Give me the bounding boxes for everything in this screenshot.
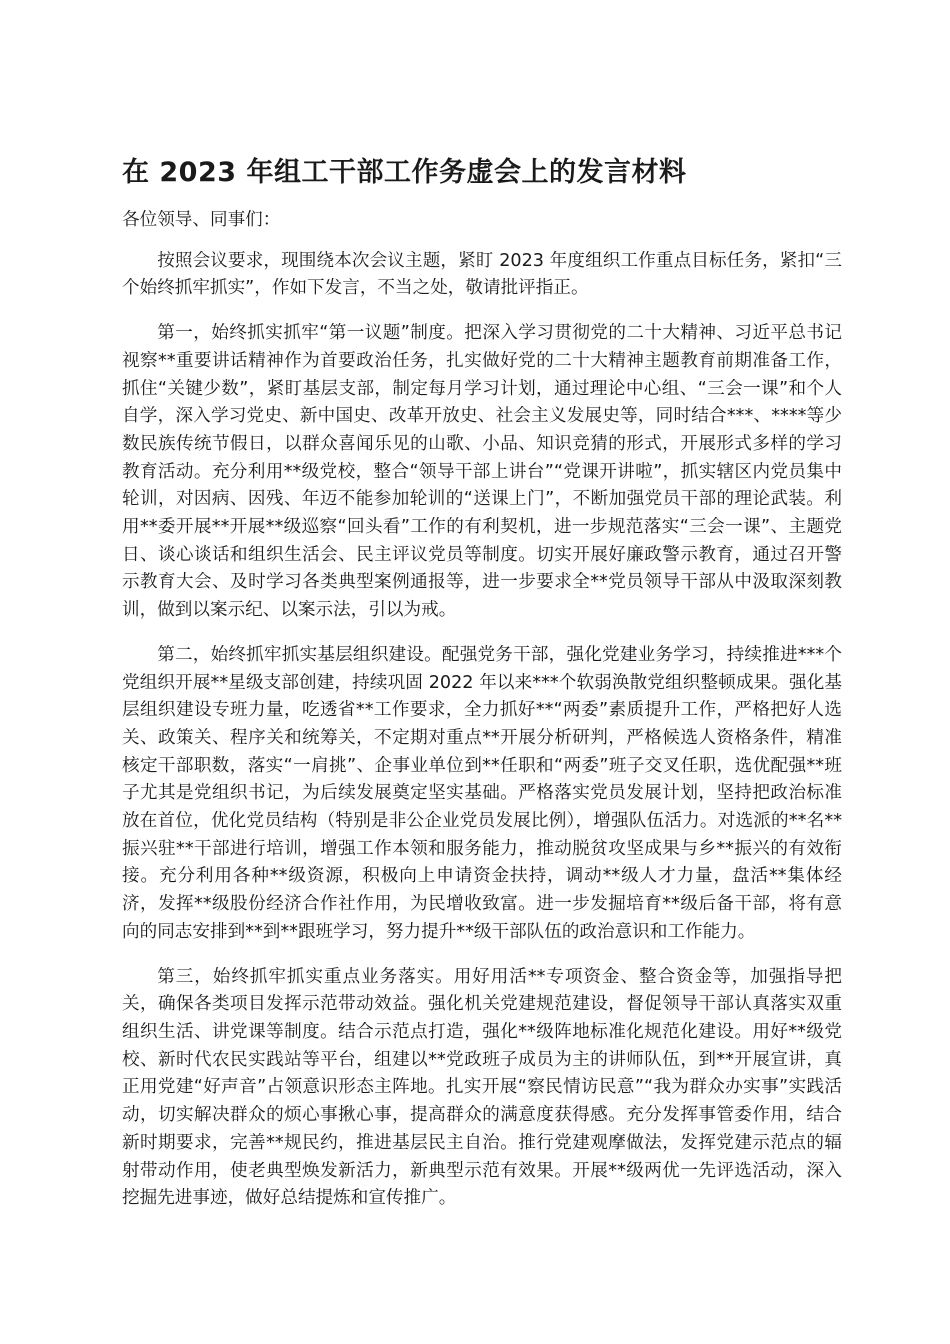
document-title: 在 2023 年组工干部工作务虚会上的发言材料 bbox=[122, 157, 687, 188]
salutation: 各位领导、同事们： bbox=[122, 210, 281, 230]
paragraph-first-point: 第一，始终抓实抓牢“第一议题”制度。把深入学习贯彻党的二十大精神、习近平总书记视察**重要讲话精神作为首要政治任务，扎实做好党的二十大精神主题教育前期准备工作，抓住“关键少数”，紧盯基层支部，制定每月学习计划，通过理论中心组、“三会一课”和个人自学，深入学习党史、新中国史、改革开放史、社会主义发展史等，同时结合***、****等少数民族传统节假日，以群众喜闻乐见的山歌、小品、知识竞猜的形式，开展形式多样的学习教育活动。充分利用**级党校，整合“领导干部上讲台”“党课开讲啦”，抓实辖区内党员集中轮训，对因病、因残、年迈不能参加轮训的“送课上门”，不断加强党员干部的理论武装。利用**委开展**开展**级巡察“回头看”工作的有利契机，进一步规范落实“三会一课”、主题党日、谈心谈话和组织生活会、民主评议党员等制度。切实开展好廉政警示教育，通过召开警示教育大会、及时学习各类典型案例通报等，进一步要求全**党员领导干部从中汲取深刻教训，做到以案示纪、以案示法，引以为戒。 bbox=[122, 323, 842, 621]
paragraph-third-point: 第三，始终抓牢抓实重点业务落实。用好用活**专项资金、整合资金等，加强指导把关，确保各类项目发挥示范带动效益。强化机关党建规范建设，督促领导干部认真落实双重组织生活、讲党课等制度。结合示范点打造，强化**级阵地标准化规范化建设。用好**级党校、新时代农民实践站等平台，组建以**党政班子成员为主的讲师队伍，到**开展宣讲，真正用党建“好声音”占领意识形态主阵地。扎实开展“察民情访民意”“我为群众办实事”实践活动，切实解决群众的烦心事揪心事，提高群众的满意度获得感。充分发挥事管委作用，结合新时期要求，完善**规民约，推进基层民主自治。推行党建观摩做法，发挥党建示范点的辐射带动作用，使老典型焕发新活力，新典型示范有效果。开展**级两优一先评选活动，深入挖掘先进事迹，做好总结提炼和宣传推广。 bbox=[122, 966, 842, 1209]
paragraph-intro: 按照会议要求，现围绕本次会议主题，紧盯 2023 年度组织工作重点目标任务，紧扣“三个始终抓牢抓实”，作如下发言，不当之处，敬请批评指正。 bbox=[122, 250, 842, 299]
paragraph-second-point: 第二，始终抓牢抓实基层组织建设。配强党务干部，强化党建业务学习，持续推进***个党组织开展**星级支部创建，持续巩固 2022 年以来***个软弱涣散党组织整顿成果。强化基层组织建设专班力量，吃透省**工作要求，全力抓好**“两委”素质提升工作，严格把好人选关、政策关、程序关和统筹关，不定期对重点**开展分析研判，严格候选人资格条件，精准核定干部职数，落实“一肩挑”、企事业单位到**任职和“两委”班子交叉任职，选优配强**班子尤其是党组织书记，为后续发展奠定坚实基础。严格落实党员发展计划，坚持把政治标准放在首位，优化党员结构（特别是非公企业党员发展比例），增强队伍活力。对选派的**名**振兴驻**干部进行培训，增强工作本领和服务能力，推动脱贫攻坚成果与乡**振兴的有效衔接。充分利用各种**级资源，积极向上申请资金扶持，调动**级人才力量，盘活**集体经济，发挥**级股份经济合作社作用，为民增收致富。进一步发掘培育**级后备干部，将有意向的同志安排到**到**跟班学习，努力提升**级干部队伍的政治意识和工作能力。 bbox=[122, 644, 842, 942]
document-body bbox=[122, 207, 842, 1230]
